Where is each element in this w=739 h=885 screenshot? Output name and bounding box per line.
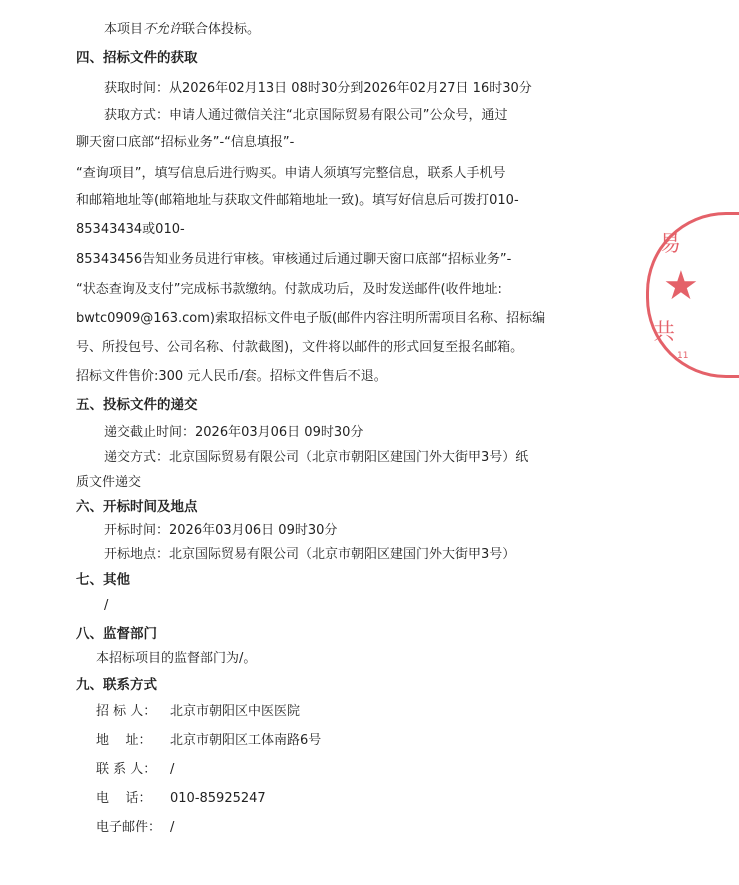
contact-label-tenderer: 招 标 人： <box>96 704 157 719</box>
supervision-body: 本招标项目的监督部门为/。 <box>96 651 257 666</box>
section-4-heading: 四、招标文件的获取 <box>76 50 198 66</box>
contact-label-person: 联 系 人： <box>96 762 157 777</box>
section-9-heading: 九、联系方式 <box>76 677 157 693</box>
seal-number: 11 <box>677 351 689 361</box>
seal-char-bottom: 共 <box>653 320 676 345</box>
consortium-pre: 本项目 <box>104 22 144 37</box>
contact-value-person: / <box>170 762 175 777</box>
obtain-method-line-9: 号、所投包号、公司名称、付款截图)，文件将以邮件的形式回复至报名邮箱。 <box>76 340 524 355</box>
contact-label-phone: 电 话： <box>96 791 152 806</box>
obtain-method-line-7: “状态查询及支付”完成标书款缴纳。付款成功后，及时发送邮件(收件地址: <box>76 282 502 297</box>
seal-char-top: 易 <box>659 232 682 257</box>
obtain-method-line-4: 和邮箱地址等(邮箱地址与获取文件邮箱地址一致)。填写好信息后可拨打010- <box>76 193 519 208</box>
other-body: / <box>104 598 109 613</box>
opening-time: 开标时间：2026年03月06日 09时30分 <box>104 523 338 538</box>
obtain-method-line-3: “查询项目”，填写信息后进行购买。申请人须填写完整信息，联系人手机号 <box>76 166 506 181</box>
section-5-heading: 五、投标文件的递交 <box>76 397 198 413</box>
submit-method-line-1: 递交方式：北京国际贸易有限公司（北京市朝阳区建国门外大街甲3号）纸 <box>104 450 529 465</box>
obtain-method-line-2: 聊天窗口底部“招标业务”-“信息填报”- <box>76 135 295 150</box>
obtain-method-line-1: 获取方式：申请人通过微信关注“北京国际贸易有限公司”公众号，通过 <box>104 108 508 123</box>
contact-value-phone: 010-85925247 <box>170 791 266 806</box>
company-seal <box>646 212 739 378</box>
submit-deadline: 递交截止时间：2026年03月06日 09时30分 <box>104 425 364 440</box>
section-7-heading: 七、其他 <box>76 572 130 588</box>
section-6-heading: 六、开标时间及地点 <box>76 499 198 515</box>
consortium-emphasis: 不允许 <box>143 22 183 37</box>
obtain-time: 获取时间：从2026年02月13日 08时30分到2026年02月27日 16时30分 <box>104 81 532 96</box>
contact-value-address: 北京市朝阳区工体南路6号 <box>170 733 322 748</box>
section-8-heading: 八、监督部门 <box>76 626 157 642</box>
opening-place: 开标地点：北京国际贸易有限公司（北京市朝阳区建国门外大街甲3号） <box>104 547 516 562</box>
consortium-line <box>104 21 260 39</box>
obtain-method-line-5: 85343434或010- <box>76 222 185 237</box>
seal-star-icon: ★ <box>663 263 699 309</box>
contact-value-email: / <box>170 820 175 835</box>
contact-label-email: 电子邮件： <box>96 820 162 835</box>
contact-label-address: 地 址： <box>96 733 152 748</box>
submit-method-line-2: 质文件递交 <box>76 475 142 490</box>
consortium-post: 联合体投标。 <box>182 22 261 37</box>
obtain-method-line-10: 招标文件售价:300 元人民币/套。招标文件售后不退。 <box>76 369 387 384</box>
contact-value-tenderer: 北京市朝阳区中医医院 <box>170 704 301 719</box>
obtain-method-line-8: bwtc0909@163.com)索取招标文件电子版(邮件内容注明所需项目名称、招标编 <box>76 311 546 326</box>
obtain-method-line-6: 85343456告知业务员进行审核。审核通过后通过聊天窗口底部“招标业务”- <box>76 252 512 267</box>
